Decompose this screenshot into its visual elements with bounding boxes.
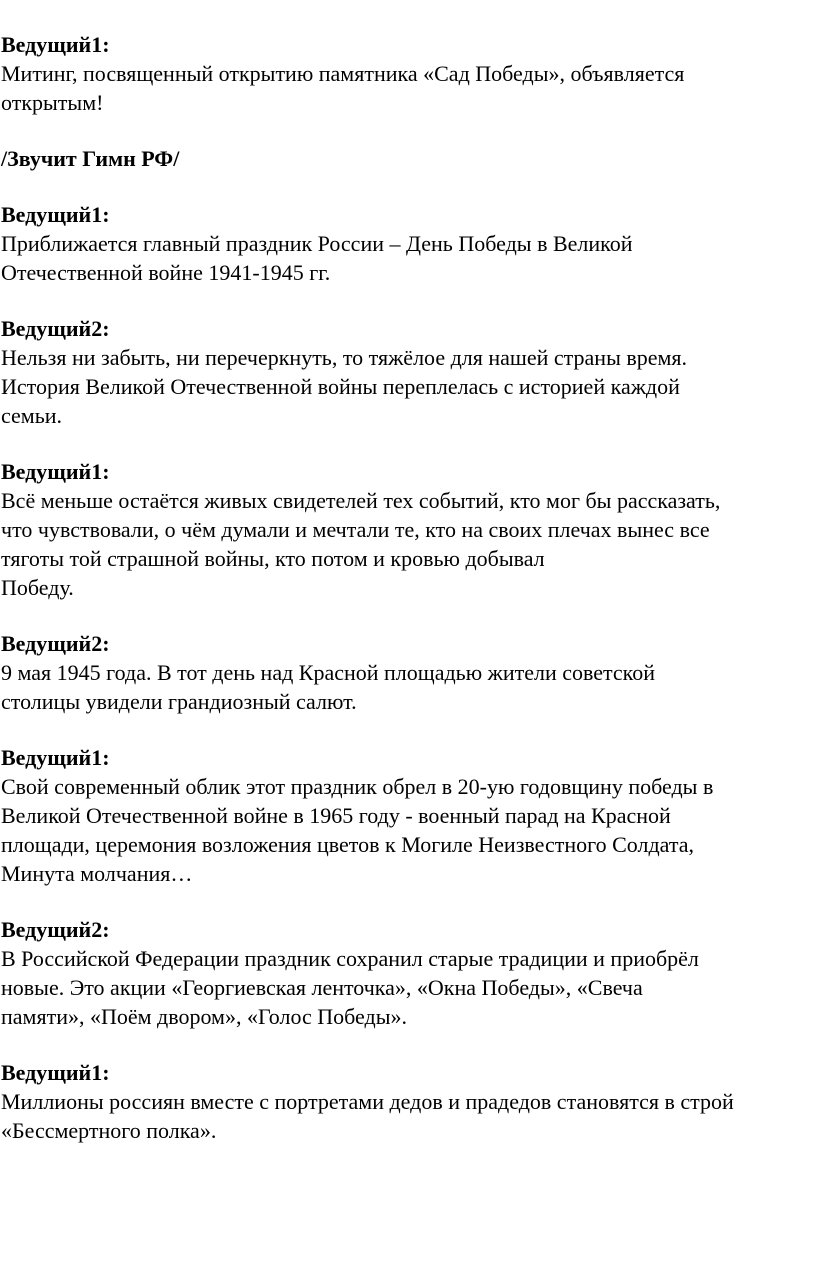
speech-line: Миллионы россиян вместе с портретами дедов и прадедов становятся в строй [1,1089,734,1114]
speech-block [0,200,816,287]
speaker-label: Ведущий1: [1,745,110,770]
speech-line: В Российской Федерации праздник сохранил старые традиции и приобрёл [1,946,699,971]
speech-block [0,1058,816,1145]
speaker-label: Ведущий2: [1,917,110,942]
speech-line: Всё меньше остаётся живых свидетелей тех событий, кто мог бы рассказать, [1,488,721,513]
speaker-label: Ведущий1: [1,1060,110,1085]
speech-line: столицы увидели грандиозный салют. [1,689,357,714]
speaker-label: Ведущий1: [1,459,110,484]
speech-block [0,629,816,716]
speaker-label: Ведущий1: [1,32,110,57]
speech-line: Приближается главный праздник России – День Победы в Великой [1,231,633,256]
speech-line: что чувствовали, о чём думали и мечтали те, кто на своих плечах вынес все [1,517,710,542]
speaker-label: Ведущий1: [1,202,110,227]
stage-direction-block [0,144,816,173]
speech-line: памяти», «Поём двором», «Голос Победы». [1,1004,408,1029]
speech-block [0,457,816,602]
speech-block [0,743,816,888]
speech-line: Минута молчания… [1,861,193,886]
speech-line: площади, церемония возложения цветов к Могиле Неизвестного Солдата, [1,832,694,857]
speech-line: Нельзя ни забыть, ни перечеркнуть, то тяжёлое для нашей страны время. [1,345,688,370]
speaker-label: Ведущий2: [1,631,110,656]
speech-block [0,915,816,1031]
speech-line: История Великой Отечественной войны переплелась с историей каждой [1,374,680,399]
speech-line: Свой современный облик этот праздник обрел в 20-ую годовщину победы в [1,774,714,799]
speech-line: новые. Это акции «Георгиевская ленточка», «Окна Победы», «Свеча [1,975,643,1000]
stage-direction: /Звучит Гимн РФ/ [1,146,180,171]
speech-line: Отечественной войне 1941-1945 гг. [1,260,331,285]
speech-line: открытым! [1,90,104,115]
speech-line: «Бессмертного полка». [1,1118,217,1143]
speech-block [0,30,816,117]
speech-line: Великой Отечественной войне в 1965 году - военный парад на Красной [1,803,671,828]
document-page [0,30,816,1172]
speech-line: семьи. [1,403,63,428]
speech-line: 9 мая 1945 года. В тот день над Красной площадью жители советской [1,660,656,685]
speech-block [0,314,816,430]
speech-line: Митинг, посвященный открытию памятника «Сад Победы», объявляется [1,61,685,86]
speech-line: тяготы той страшной войны, кто потом и кровью добывал [1,546,545,571]
speech-line: Победу. [1,575,74,600]
speaker-label: Ведущий2: [1,316,110,341]
